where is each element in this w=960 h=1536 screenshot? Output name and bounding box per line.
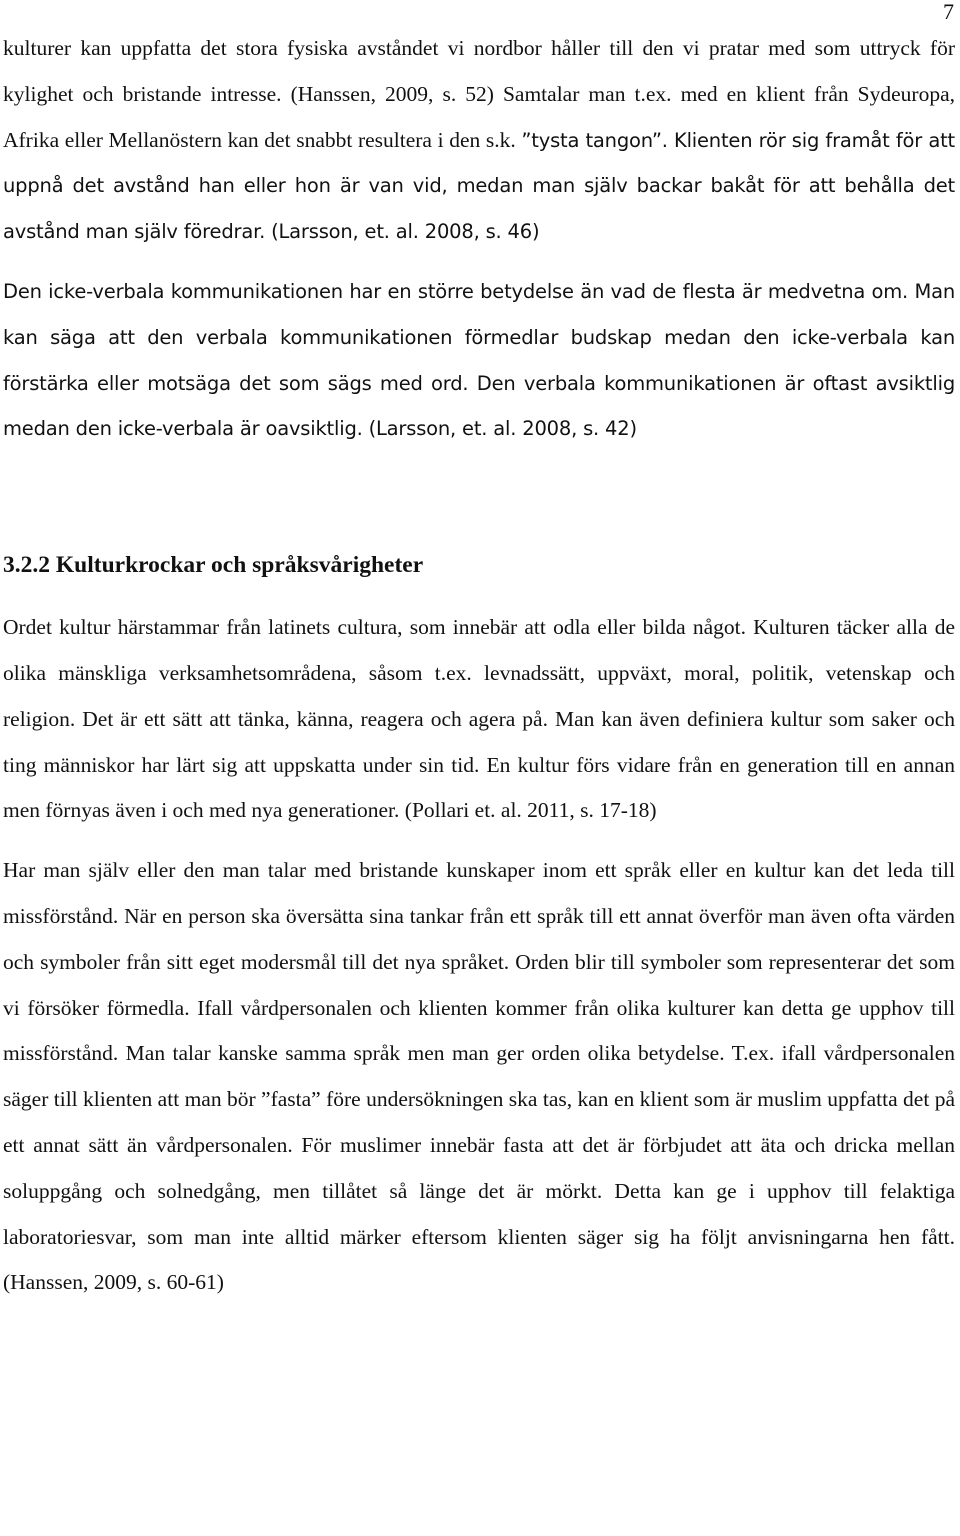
- paragraph-culture-definition: Ordet kultur härstammar från latinets cultura, som innebär att odla eller bilda något. Kulturen täcker alla de olika mänskliga verksamhetsområdena, såsom t.ex. levnadssätt, uppväxt, moral, politik, vetenskap och religion. Det är ett sätt att tänka, känna, reagera och agera på. Man kan även definiera kultur som saker och ting människor har lärt sig att uppskatta under sin tid. En kultur förs vidare från en generation till en annan men förnyas även i och med nya generationer. (Pollari et. al. 2011, s. 17-18): [3, 615, 955, 823]
- section-spacer: [3, 452, 955, 542]
- paragraph-spacer: [3, 255, 955, 269]
- paragraph-spacer: [3, 588, 955, 605]
- paragraph-spacer: [3, 834, 955, 848]
- paragraph-proxemics-part2: ”tysta tangon”. Klienten rör sig framåt för att uppnå det avstånd han eller hon är van vid, medan man själv backar bakåt för att behålla det avstånd man själv föredrar. (Larsson, et. al. 2008, s. 46): [3, 128, 955, 244]
- paragraph-proxemics-part1: kulturer kan uppfatta det stora fysiska avståndet vi nordbor håller till den vi pratar med som uttryck för kylighet och bristande intresse. (Hanssen, 2009, s. 52) Samtalar man t.ex. med en klient från Sydeuropa, Afrika eller Mellanöstern kan det snabbt resultera i den s.k.: [3, 36, 955, 152]
- document-body: [3, 26, 955, 1306]
- paragraph-proxemics: [3, 26, 955, 255]
- page-number: 7: [943, 0, 954, 24]
- paragraph-nonverbal: Den icke-verbala kommunikationen har en större betydelse än vad de flesta är medvetna om. Man kan säga att den verbala kommunikationen förmedlar budskap medan den icke-verbala kan förstärka eller motsäga det som sägs med ord. Den verbala kommunikationen är oftast avsiktlig medan den icke-verbala är oavsiktlig. (Larsson, et. al. 2008, s. 42): [3, 279, 955, 441]
- paragraph-language-barriers: Har man själv eller den man talar med bristande kunskaper inom ett språk eller en kultur kan det leda till missförstånd. När en person ska översätta sina tankar från ett språk till ett annat överför man även ofta värden och symboler från sitt eget modersmål till det nya språket. Orden blir till symboler som representerar det som vi försöker förmedla. Ifall vårdpersonalen och klienten kommer från olika kulturer kan detta ge upphov till missförstånd. Man talar kanske samma språk men man ger orden olika betydelse. T.ex. ifall vårdpersonalen säger till klienten att man bör ”fasta” före undersökningen ska tas, kan en klient som är muslim uppfatta det på ett annat sätt än vårdpersonalen. För muslimer innebär fasta att det är förbjudet att äta och dricka mellan soluppgång och solnedgång, men tillåtet så länge det är mörkt. Detta kan ge i upphov till felaktiga laboratoriesvar, som man inte alltid märker eftersom klienten säger sig ha följt anvisningarna hen fått. (Hanssen, 2009, s. 60-61): [3, 858, 955, 1295]
- section-heading: 3.2.2 Kulturkrockar och språksvårigheter: [3, 552, 424, 579]
